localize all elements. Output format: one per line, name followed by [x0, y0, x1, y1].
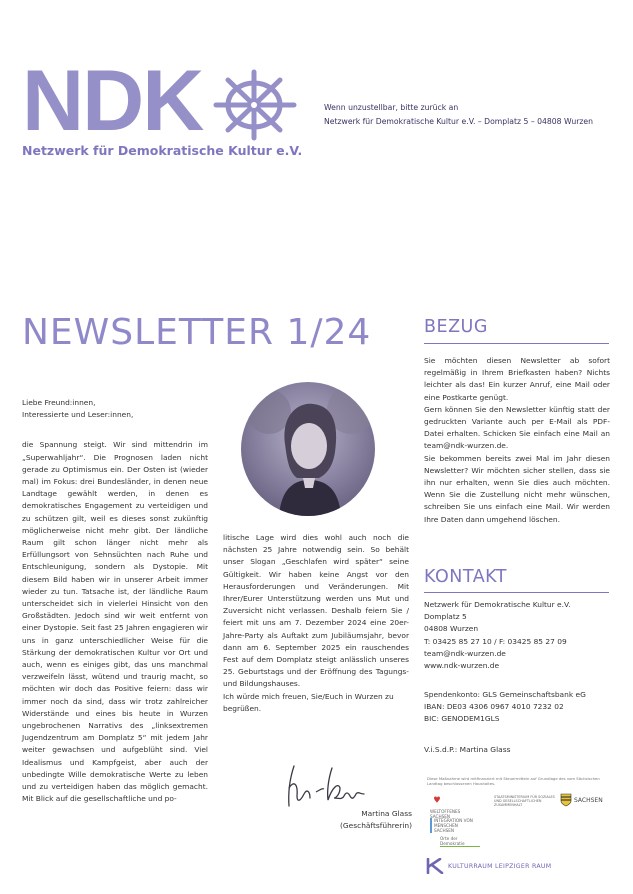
kontakt-city: 04808 Wurzen [424, 624, 479, 634]
kontakt-street: Domplatz 5 [424, 612, 467, 622]
ndk-logo-text: NDK [22, 53, 203, 149]
bezug-paragraph-3: Sie bekommen bereits zwei Mal im Jahr diesen Newsletter? Wir möchten sicher stellen, dass sie ihn nur erhalten, wenn Sie dies auch möchten. Wenn Sie die Zustellung nicht mehr wünschen, schreiben Sie uns einfach eine Mail. Wir werden Ihre Daten dann umgehend löschen. [424, 453, 610, 524]
kontakt-web[interactable]: www.ndk-wurzen.de [424, 661, 500, 671]
return-line-2: Netzwerk für Demokratische Kultur e.V. – Domplatz 5 – 04808 Wurzen [324, 117, 593, 126]
kontakt-org: Netzwerk für Demokratische Kultur e.V. [424, 600, 571, 609]
sachsen-logo [560, 793, 610, 807]
weltoffen-heart-icon [430, 795, 478, 805]
salutation-2: Interessierte und Leser:innen, [22, 410, 134, 420]
weltoffen-logo [430, 790, 478, 819]
kontakt-address [424, 599, 624, 672]
letter-closing: Ich würde mich freuen, Sie/Euch in Wurzen zu begrüßen. [223, 691, 394, 713]
letter-column-1 [22, 397, 208, 806]
bezug-divider [424, 343, 609, 344]
org-name: Netzwerk für Demokratische Kultur e.V. [22, 143, 303, 158]
return-address [324, 101, 593, 129]
sachsen-logo-text: SACHSEN [574, 796, 603, 804]
orte-logo-text: Orte der Demokratie [440, 836, 480, 847]
bank-details [424, 689, 624, 726]
kulturraum-k-icon [426, 858, 444, 874]
orte-der-demokratie-logo [440, 836, 480, 847]
staatsministerium-logo-text: STAATSMINISTERIUM FÜR SOZIALES UND GESELLSCHAFTLICHEN ZUSAMMENHALT [494, 795, 555, 808]
signer-role: (Geschäftsführerin) [339, 821, 412, 831]
letter-body-1: die Spannung steigt. Wir sind mittendrin im „Superwahljahr“. Die Prognosen laden nicht gerade zu Optimismus ein. Der Osten ist (wieder mal) im Fokus: drei Bundesländer, in denen neue Landtage gewählt werden, in denen es demokratisches Engagement zu verteidigen und zu schützen gilt, weil es dieses sonst zukünftig möglicherweise nicht mehr gibt. Der ländliche Raum gilt schon länger nicht mehr als Erfüllungsort von Sehnsüchten nach Ruhe und Entschleunigung, sondern als Dystopie. Mit diesem Bild haben wir in unserer Arbeit immer wieder zu tun. Tatsache ist, der ländliche Raum unterscheidet sich in vielerlei Hinsicht von den Großstädten. Jedoch sind wir weit entfernt von einer Dystopie. Seit fast 25 Jahren engagieren wir uns in ganz unterschiedlicher Weise für die Stärkung der demokratischen Kultur vor Ort und auch, wenn es einiges gibt, das uns manchmal verzweifeln lässt, wütend und traurig macht, so möchten wir doch das Positive feiern: dass wir immer noch da sind, dass wir trotz zahlreicher Widerstände und eines bis heute in Wurzen ungebrochenen Narrativs des „linksextremen Jugendzentrum am Domplatz 5“ mit jedem Jahr weiter gewachsen und aufgeblüht sind. Viel Idealismus und Kampfgeist, aber auch der unbedingte Wille demokratische Werte zu leben und zu verteidigen haben das möglich gemacht. Mit Blick auf die gesellschaftliche und po- [22, 440, 208, 804]
bank-bic: BIC: GENODEM1GLS [424, 714, 500, 724]
funding-note: Diese Maßnahme wird mitfinanziert mit Steuermitteln auf Grundlage des vom Sächsischen Landtag beschlossenen Haushaltes. [427, 776, 600, 786]
letter-column-2 [223, 532, 409, 715]
sachsen-crest-icon [560, 793, 572, 807]
kontakt-heading: KONTAKT [424, 567, 507, 587]
signer-block [322, 808, 412, 832]
kontakt-email[interactable]: team@ndk-wurzen.de [424, 648, 506, 658]
salutation-1: Liebe Freund:innen, [22, 398, 96, 407]
weltoffen-logo-text: WELTOFFENES SACHSEN [430, 809, 461, 819]
return-line-1: Wenn unzustellbar, bitte zurück an [324, 103, 459, 112]
signer-name: Martina Glass [361, 809, 412, 818]
bezug-heading: BEZUG [424, 317, 488, 337]
bezug-text [424, 355, 610, 526]
integration-logo [430, 818, 478, 833]
kontakt-phone: T: 03425 85 27 10 / F: 03425 85 27 09 [424, 636, 567, 646]
bank-iban: IBAN: DE03 4306 0967 4010 7232 02 [424, 702, 564, 712]
ship-wheel-icon [208, 68, 300, 142]
bezug-paragraph-2: Gern können Sie den Newsletter künftig statt der gedruckten Variante auch per E-Mail als PDF-Datei erhalten. Schicken Sie einfach eine Mail an team@ndk-wurzen.de. [424, 404, 610, 451]
staatsministerium-logo [494, 795, 556, 808]
integration-logo-text: INTEGRATION VON MENSCHEN SACHSEN [430, 818, 478, 833]
portrait-photo [241, 382, 375, 516]
kulturraum-logo-text: KULTURRAUM LEIPZIGER RAUM [448, 862, 552, 870]
kontakt-divider [424, 592, 609, 593]
bezug-paragraph-1: Sie möchten diesen Newsletter ab sofort regelmäßig in Ihrem Briefkasten haben? Nichts leichter als das! Ein kurzer Anruf, eine Mail oder eine Postkarte genügt. [424, 356, 610, 402]
letter-body-2: litische Lage wird dies wohl auch noch die nächsten 25 Jahre notwendig sein. So behält unser Slogan „Geschlafen wird später“ seine Gültigkeit. Wir haben keine Angst vor den Herausforderungen und Veränderungen. Mit Ihrer/Eurer Unterstützung werden uns Mut und Zuversicht nicht verlassen. Deshalb feiern Sie / feiert mit uns am 7. Dezember 2024 eine 20er-Jahre-Party als Auftakt zum Jubiläumsjahr, bevor dann am 6. September 2025 ein rauschendes Fest auf dem Domplatz steigt anlässlich unseres 25. Geburtstags und der Eröffnung des Tagungs- und Bildungshauses. [223, 533, 409, 689]
bank-name: Spendenkonto: GLS Gemeinschaftsbank eG [424, 690, 586, 699]
newsletter-title: NEWSLETTER 1/24 [22, 312, 372, 353]
kulturraum-logo [426, 858, 616, 874]
visdp-line: V.i.S.d.P.: Martina Glass [424, 745, 511, 754]
